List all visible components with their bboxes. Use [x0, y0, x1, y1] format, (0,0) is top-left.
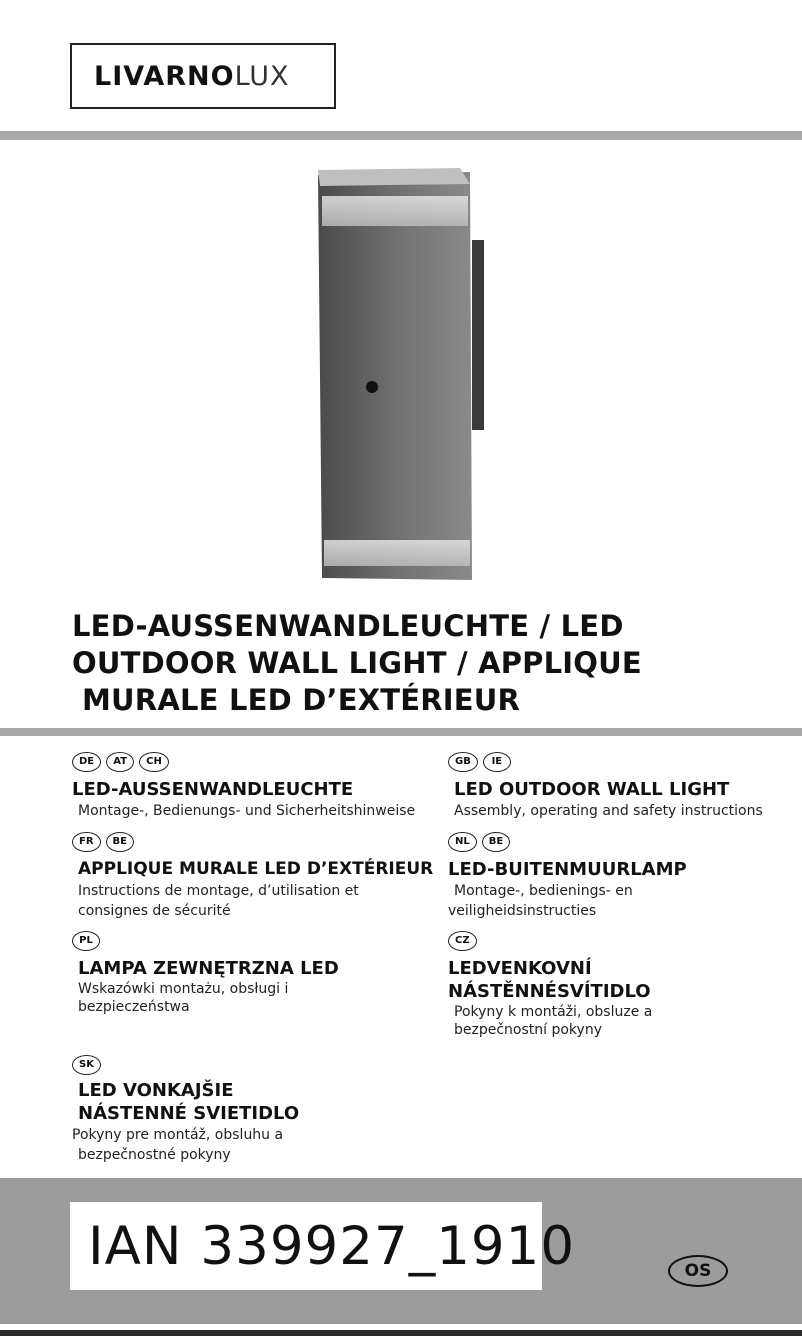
- lang-subtitle: bezpieczeństwa: [78, 999, 190, 1015]
- brand-name-bold: LIVARNO: [94, 60, 235, 92]
- lamp-top-cap: [318, 168, 470, 186]
- lang-block-cz: [448, 931, 652, 1039]
- bottom-rule: [0, 1330, 802, 1336]
- lang-subtitle: Wskazówki montażu, obsługi i: [78, 981, 289, 997]
- lang-title: LAMPA ZEWNĘTRZNA LED: [78, 958, 339, 979]
- country-badge: GB: [448, 752, 478, 772]
- lang-title: APPLIQUE MURALE LED D’EXTÉRIEUR: [78, 859, 434, 879]
- sensor-dot: [366, 381, 378, 393]
- title-line-3: MURALE LED D’EXTÉRIEUR: [82, 683, 521, 717]
- lang-block-pl: [72, 931, 339, 1016]
- lamp-body: [318, 172, 472, 580]
- lang-title: LED OUTDOOR WALL LIGHT: [454, 779, 730, 800]
- country-badge: CZ: [448, 931, 477, 951]
- lang-title: LED-AUSSENWANDLEUCHTE: [72, 779, 354, 800]
- ian-number: IAN 339927_1910: [70, 1202, 542, 1290]
- product-image: [300, 160, 500, 600]
- lang-block-gb: [448, 752, 763, 821]
- country-badge: BE: [106, 832, 134, 852]
- lang-subtitle: Pokyny k montáži, obsluze a: [454, 1004, 653, 1020]
- lang-subtitle: Assembly, operating and safety instructions: [454, 803, 763, 819]
- lang-subtitle: Montage-, Bedienungs- und Sicherheitshinweise: [78, 803, 416, 819]
- country-badge: FR: [72, 832, 101, 852]
- brand-name-light: LUX: [234, 60, 290, 92]
- lang-block-nl: [448, 832, 687, 921]
- lang-title: NÁSTENNÉ SVIETIDLO: [78, 1103, 300, 1124]
- main-title: [72, 608, 772, 719]
- top-divider-band: [0, 131, 802, 140]
- lang-subtitle: consignes de sécurité: [78, 903, 231, 919]
- lang-subtitle: bezpečnostní pokyny: [454, 1022, 602, 1038]
- lang-title: LED-BUITENMUURLAMP: [448, 859, 687, 880]
- brand-logo: [70, 43, 336, 109]
- country-badge: AT: [106, 752, 134, 772]
- top-glass: [322, 196, 468, 226]
- country-badge: SK: [72, 1055, 101, 1075]
- lang-title: NÁSTĚNNÉSVÍTIDLO: [448, 981, 651, 1002]
- country-badge: CH: [139, 752, 169, 772]
- lang-subtitle: Pokyny pre montáž, obsluhu a: [72, 1127, 284, 1143]
- country-badge: PL: [72, 931, 100, 951]
- lang-subtitle: veiligheidsinstructies: [448, 903, 597, 919]
- lang-block-fr: [72, 832, 433, 921]
- country-badge: NL: [448, 832, 477, 852]
- lang-title: LEDVENKOVNÍ: [448, 958, 592, 979]
- country-badge: DE: [72, 752, 101, 772]
- bottom-glass: [324, 540, 470, 566]
- lang-block-de: [72, 752, 415, 821]
- title-line-1: LED-AUSSENWANDLEUCHTE / LED: [72, 609, 624, 643]
- country-badge: BE: [482, 832, 510, 852]
- title-line-2: OUTDOOR WALL LIGHT / APPLIQUE: [72, 646, 642, 680]
- lang-subtitle: bezpečnostné pokyny: [78, 1147, 231, 1163]
- middle-divider-band: [0, 728, 802, 736]
- lang-block-sk: [72, 1055, 299, 1165]
- wall-bracket: [472, 240, 484, 430]
- lang-subtitle: Instructions de montage, d’utilisation et: [78, 883, 359, 899]
- lang-subtitle: Montage-, bedienings- en: [454, 883, 633, 899]
- os-badge: OS: [668, 1255, 728, 1287]
- country-badge: IE: [483, 752, 511, 772]
- lang-title: LED VONKAJŠIE: [78, 1080, 234, 1101]
